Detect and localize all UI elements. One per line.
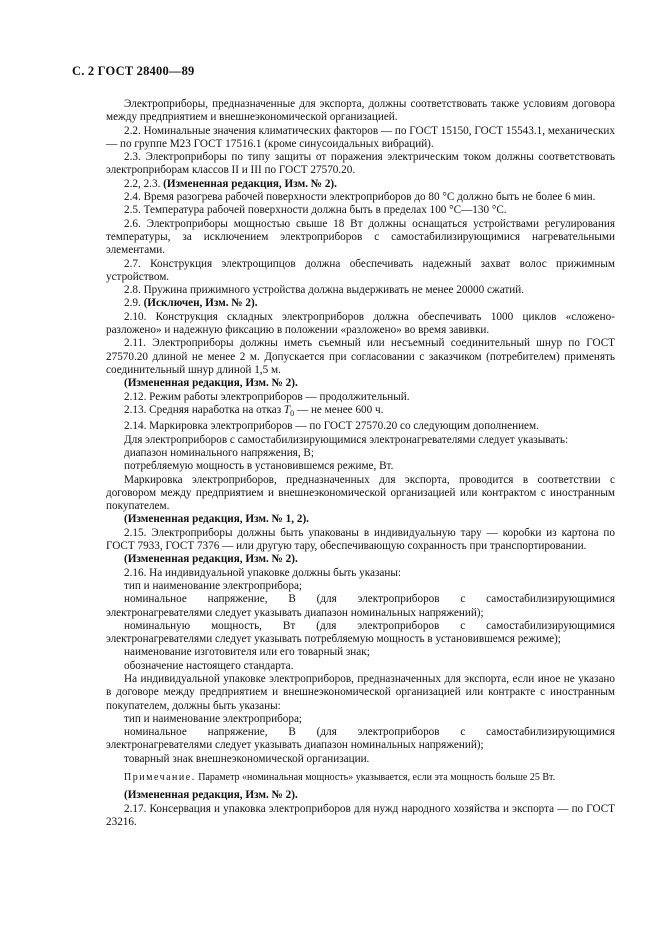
note xyxy=(106,771,615,784)
paragraph-2-9-text: (Исключен, Изм. № 2). xyxy=(143,297,258,310)
paragraph-2-9 xyxy=(106,297,615,310)
amendment-note xyxy=(106,513,615,526)
paragraph-intro: Электроприборы, предназначенные для экспорта, должны соответствовать также условиям договора между предприятием и внешнеэкономической организацией. xyxy=(106,98,615,124)
amendment-text: (Измененная редакция, Изм. № 2). xyxy=(124,553,298,566)
symbol-T-subscript: 0 xyxy=(290,409,295,419)
paragraph-2-15: 2.15. Электроприборы должны быть упакованы в индивидуальную тару — коробки из картона по ГОСТ 7933, ГОСТ 7376 — или другую тару, обеспечивающую сохранность при транспортировании. xyxy=(106,526,615,553)
paragraph-2-16: 2.16. На индивидуальной упаковке должны быть указаны: xyxy=(124,566,401,579)
paragraph-2-8: 2.8. Пружина прижимного устройства должна выдерживать не менее 20000 сжатий. xyxy=(124,284,525,297)
paragraph-2-14-c: потребляемую мощность в установившемся режиме, Вт. xyxy=(124,460,394,473)
paragraph-2-5: 2.5. Температура рабочей поверхности должна быть в пределах 100 °С—130 °С. xyxy=(124,204,507,217)
paragraph-2-13-text-a: 2.13. Средняя наработка на отказ xyxy=(124,403,284,416)
paragraph-2-14-d: Маркировка электроприборов, предназначенных для экспорта, проводится в соответствии с договором между предприятием и внешнеэкономической организацией или контрактом с иностранным покупателем. xyxy=(106,473,615,513)
paragraph-2-16-f: На индивидуальной упаковке электроприборов, предназначенных для экспорта, если иное не указано в договоре между предприятием и внешнеэкономической организацией или контракте с иностранным покупателем, должны быть указаны: xyxy=(106,673,615,712)
amendment-note xyxy=(106,377,615,390)
paragraph-2-9-prefix: 2.9. xyxy=(124,297,141,310)
amendment-note xyxy=(106,789,615,802)
note-label: Примечание. xyxy=(124,772,196,784)
amendment-text: (Измененная редакция, Изм. № 2). xyxy=(124,377,298,390)
paragraph-2-2: 2.2. Номинальные значения климатических факторов — по ГОСТ 15150, ГОСТ 15543.1, механических — по группе М23 ГОСТ 17516.1 (кроме синусоидальных вибраций). xyxy=(106,124,615,150)
amendment-text: (Измененная редакция, Изм. № 1, 2). xyxy=(124,513,309,526)
paragraph-2-16-i: товарный знак внешнеэкономической организации. xyxy=(124,752,370,765)
page-header: С. 2 ГОСТ 28400—89 xyxy=(72,64,195,78)
paragraph-2-6: 2.6. Электроприборы мощностью свыше 18 Вт должны оснащаться устройствами регулирования температуры, за исключением электроприборов с самостабилизирующимися нагревательными элементами. xyxy=(106,217,615,257)
paragraph-2-4: 2.4. Время разогрева рабочей поверхности электроприборов до 80 °С должно быть не более 6 мин. xyxy=(124,191,596,204)
paragraph-2-16-a: тип и наименование электроприбора; xyxy=(124,579,303,592)
paragraph-2-14: 2.14. Маркировка электроприборов — по ГОСТ 27570.20 со следующим дополнением. xyxy=(124,420,539,433)
note-text: Параметр «номинальная мощность» указывается, если эта мощность больше 25 Вт. xyxy=(195,772,556,784)
paragraph-2-16-e: обозначение настоящего стандарта. xyxy=(124,659,294,672)
paragraph-2-13-text-b: — не менее 600 ч. xyxy=(294,403,384,416)
paragraph-2-16-b: номинальное напряжение, В (для электроприборов с самостабилизирующимися электронагревателями следует указывать диапазон номинальных напряжений); xyxy=(106,593,615,619)
paragraph-2-10: 2.10. Конструкция складных электроприборов должна обеспечивать 1000 циклов «сложено-разложено» и надежную фиксацию в положении «разложено» во время завивки. xyxy=(106,310,615,337)
amendment-text: (Измененная редакция, Изм. № 2). xyxy=(163,177,337,190)
paragraph-2-14-b: диапазон номинального напряжения, В; xyxy=(124,446,314,459)
amendment-note xyxy=(106,553,615,566)
paragraph-2-13 xyxy=(106,404,615,421)
paragraph-2-11: 2.11. Электроприборы должны иметь съемный или несъемный соединительный шнур по ГОСТ 27570.20 длиной не менее 2 м. Допускается при согласовании с заказчиком (потребителем) применять соединительный шнур длиной 1,5 м. xyxy=(106,337,615,376)
amendment-text: (Измененная редакция, Изм. № 2). xyxy=(124,789,298,802)
paragraph-2-17: 2.17. Консервация и упаковка электроприборов для нужд народного хозяйства и экспорта — по ГОСТ 23216. xyxy=(106,802,615,828)
amendment-prefix: 2.2, 2.3. xyxy=(124,177,161,190)
paragraph-2-3: 2.3. Электроприборы по типу защиты от поражения электрическим током должны соответствовать электроприборам классов II и III по ГОСТ 27570.20. xyxy=(106,151,615,177)
paragraph-2-14-a: Для электроприборов с самостабилизирующимися электронагревателями следует указывать: xyxy=(124,433,569,446)
paragraph-2-12: 2.12. Режим работы электроприборов — продолжительный. xyxy=(124,390,410,403)
paragraph-2-16-d: наименование изготовителя или его товарный знак; xyxy=(124,646,370,659)
paragraph-2-16-h: номинальное напряжение, В (для электроприборов с самостабилизирующимися электронагревателями следует указывать диапазон номинальных напряжений); xyxy=(106,726,615,752)
paragraph-2-7: 2.7. Конструкция электрощипцов должна обеспечивать надежный захват волос прижимным устройством. xyxy=(106,257,615,283)
amendment-note xyxy=(106,178,615,191)
document-body xyxy=(106,98,615,829)
paragraph-2-16-g: тип и наименование электроприбора; xyxy=(124,712,303,725)
symbol-T: T xyxy=(283,403,291,416)
paragraph-2-16-c: номинальную мощность, Вт (для электроприборов с самостабилизирующимися электронагревателями следует указывать потребляемую мощность в установившемся режиме); xyxy=(106,619,615,646)
